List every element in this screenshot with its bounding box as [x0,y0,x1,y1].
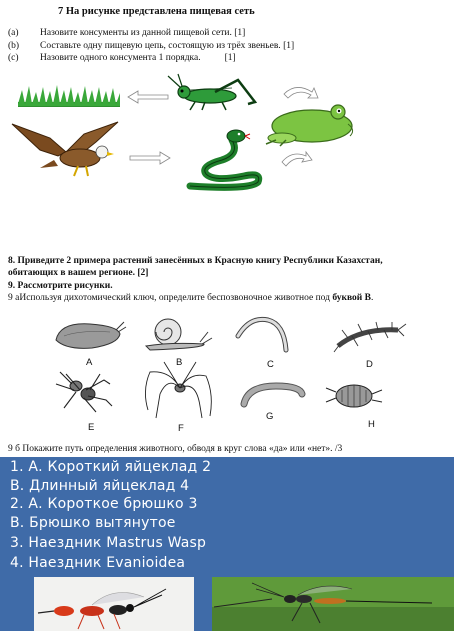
centipede-icon [334,322,406,352]
snake-icon [190,130,259,187]
task9a-bold: буквой В [332,293,371,303]
key-line-3: 2. А. Короткое брюшко 3 [10,496,198,512]
wasp-photo-short-ovipositor [34,577,194,631]
worm-icon [238,319,286,350]
item-mark: [1] [283,41,295,51]
task8-text-cont: обитающих в вашем регионе. [2] [8,268,149,278]
earthworm-icon [244,386,302,404]
curved-arrow-icon [282,152,312,166]
label-d: D [366,359,373,370]
item-text: Назовите консументы из данной пищевой сети. [40,28,232,38]
item-mark: [1] [224,53,236,63]
harvestman-icon [145,362,211,418]
grass-icon [18,85,120,107]
label-c: C [267,359,274,370]
item-mark: [1] [234,28,246,38]
arrow-left-icon [128,91,168,103]
task7-title: 7 На рисунке представлена пищевая сеть [58,6,255,17]
key-line-4: В. Брюшко вытянутое [10,515,176,531]
eagle-icon [12,122,118,176]
task9a-text [8,293,373,303]
arrow-right-icon [130,152,170,164]
label-g: G [266,411,274,422]
frog-icon [266,105,353,146]
key-line-5: 3. Наездник Mastrus Wasp [10,535,207,551]
task8-text: 8. Приведите 2 примера растений занесённых в Красную книгу Республики Казахстан, [8,256,383,266]
slug-icon [56,322,126,348]
food-web-illustration [0,78,454,188]
item-number: (c) [8,53,19,63]
task9-title: 9. Рассмотрите рисунки. [8,281,113,291]
invertebrates-illustration [0,310,454,450]
key-line-6: 4. Наездник Evanioidea [10,555,186,571]
curved-arrow-icon [284,87,318,98]
task7-item-a [8,28,245,38]
key-line-1: 1. А. Короткий яйцеклад 2 [10,459,212,475]
task9b-text: 9 б Покажите путь определения животного, обводя в круг слова «да» или «нет». /3 [8,444,343,454]
woodlouse-icon [326,385,382,407]
label-b: B [176,357,183,368]
item-number: (a) [8,28,19,38]
label-e: E [88,422,95,433]
task9a-suffix: . [370,293,374,303]
task7-item-b [8,41,294,51]
spider-icon [56,372,112,412]
item-number: (b) [8,41,20,51]
wasp-photo-long-ovipositor [212,577,454,631]
item-text: Назовите одного консумента 1 порядка. [40,53,201,63]
label-h: H [368,419,375,430]
task9a-prefix: 9 аИспользуя дихотомический ключ, определите беспозвоночное животное под [8,293,333,303]
label-a: A [86,357,93,368]
task7-item-c [8,53,236,63]
label-f: F [178,423,184,434]
grasshopper-icon [168,74,255,110]
key-line-2: В. Длинный яйцеклад 4 [10,478,190,494]
snail-icon [146,319,212,350]
item-text: Составьте одну пищевую цепь, состоящую из трёх звеньев. [40,41,281,51]
